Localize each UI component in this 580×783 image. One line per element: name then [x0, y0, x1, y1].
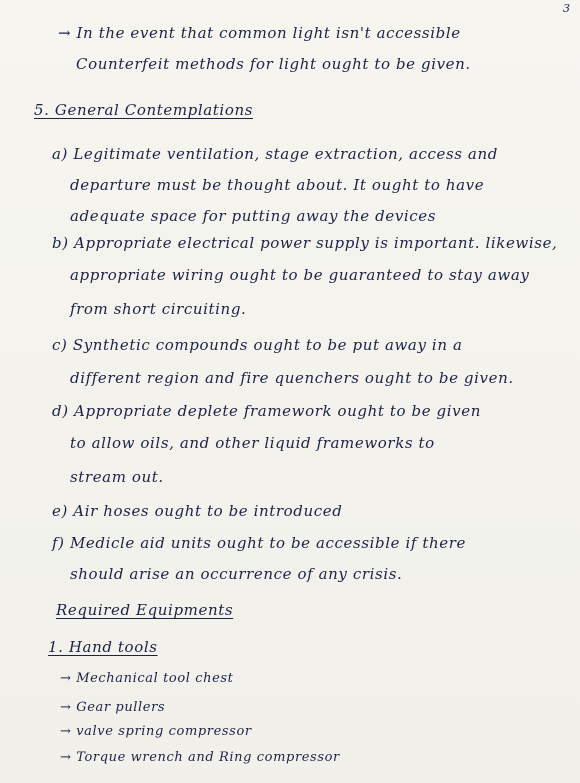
text-line: from short circuiting. [70, 300, 247, 318]
text-line: Counterfeit methods for light ought to be given. [76, 55, 471, 73]
section-heading: 5. General Contemplations [34, 101, 254, 119]
list-item: → Torque wrench and Ring compressor [60, 750, 340, 765]
list-heading: 1. Hand tools [48, 638, 158, 656]
text-line: c) Synthetic compounds ought to be put away in a [52, 336, 463, 354]
text-line: stream out. [70, 468, 164, 486]
text-line: → In the event that common light isn't accessible [58, 24, 461, 42]
text-line: a) Legitimate ventilation, stage extraction, access and [52, 145, 498, 163]
text-line: appropriate wiring ought to be guaranteed to stay away [70, 266, 530, 284]
text-line: departure must be thought about. It ought to have [70, 176, 485, 194]
text-line: b) Appropriate electrical power supply is important. likewise, [52, 234, 558, 252]
list-item: → Mechanical tool chest [60, 671, 234, 686]
text-line: adequate space for putting away the devices [70, 207, 437, 225]
text-line: to allow oils, and other liquid frameworks to [70, 434, 435, 452]
list-item: → valve spring compressor [60, 724, 252, 739]
text-line: different region and fire quenchers ought to be given. [70, 369, 514, 387]
section-heading: Required Equipments [56, 601, 234, 619]
page-number: 3 [563, 2, 570, 15]
text-line: e) Air hoses ought to be introduced [52, 502, 343, 520]
list-item: → Gear pullers [60, 700, 166, 715]
text-line: should arise an occurrence of any crisis. [70, 565, 403, 583]
text-line: f) Medicle aid units ought to be accessible if there [52, 534, 466, 552]
text-line: d) Appropriate deplete framework ought to be given [52, 402, 481, 420]
